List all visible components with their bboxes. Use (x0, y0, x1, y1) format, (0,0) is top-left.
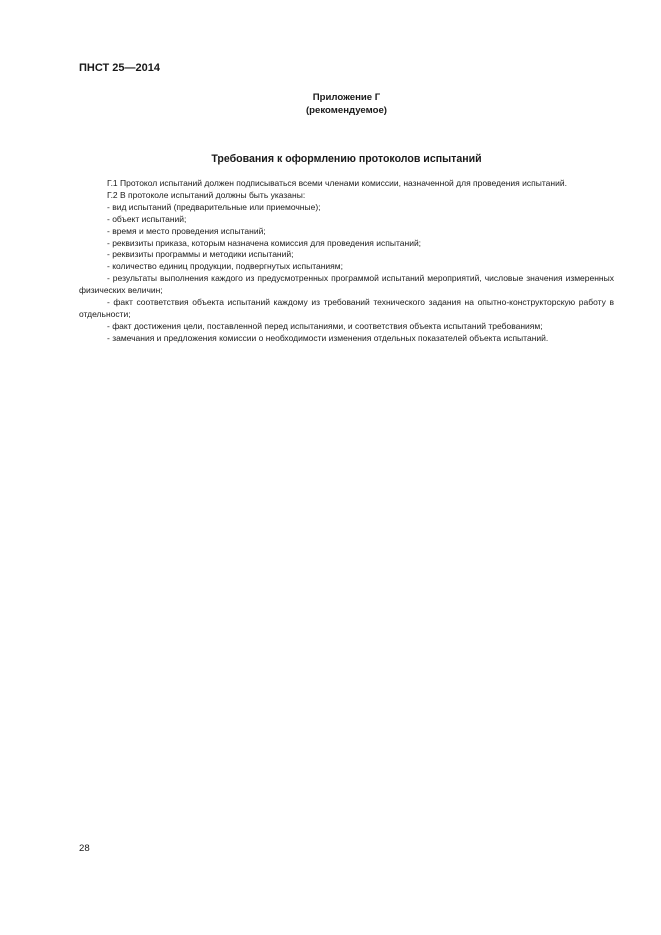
body-text (79, 178, 614, 345)
section-title-block (0, 153, 661, 165)
appendix-title: Приложение Г (312, 92, 381, 103)
list-item-results: - результаты выполнения каждого из предусмотренных программой испытаний мероприятий, числовые значения измеренных физических величин; (79, 273, 614, 296)
paragraph-g1: Г.1 Протокол испытаний должен подписываться всеми членами комиссии, назначенной для проведения испытаний. (107, 178, 567, 188)
document-code: ПНСТ 25—2014 (79, 62, 161, 74)
list-item-program-details: - реквизиты программы и методики испытаний; (107, 249, 294, 260)
list-item-compliance: - факт соответствия объекта испытаний каждому из требований технического задания на опытно-конструкторскую работу в отдельности; (79, 297, 614, 319)
appendix-heading (0, 92, 661, 117)
list-item-test-object: - объект испытаний; (107, 213, 187, 224)
list-item-remarks: - замечания и предложения комиссии о необходимости изменения отдельных показателей объекта испытаний. (107, 332, 549, 343)
list-item-order-details: - реквизиты приказа, которым назначена комиссия для проведения испытаний; (107, 237, 422, 248)
list-item-goal-achievement: - факт достижения цели, поставленной перед испытаниями, и соответствия объекта испытаний требованиям; (107, 320, 543, 331)
appendix-subtitle: (рекомендуемое) (305, 104, 387, 116)
section-title: Требования к оформлению протоколов испытаний (211, 153, 482, 165)
page-number: 28 (79, 843, 90, 854)
list-item-time-place: - время и место проведения испытаний; (107, 225, 266, 236)
paragraph-g2: Г.2 В протоколе испытаний должны быть указаны: (107, 189, 306, 200)
list-item-test-type: - вид испытаний (предварительные или приемочные); (107, 201, 321, 212)
list-item-product-count: - количество единиц продукции, подвергнутых испытаниям; (107, 261, 343, 272)
